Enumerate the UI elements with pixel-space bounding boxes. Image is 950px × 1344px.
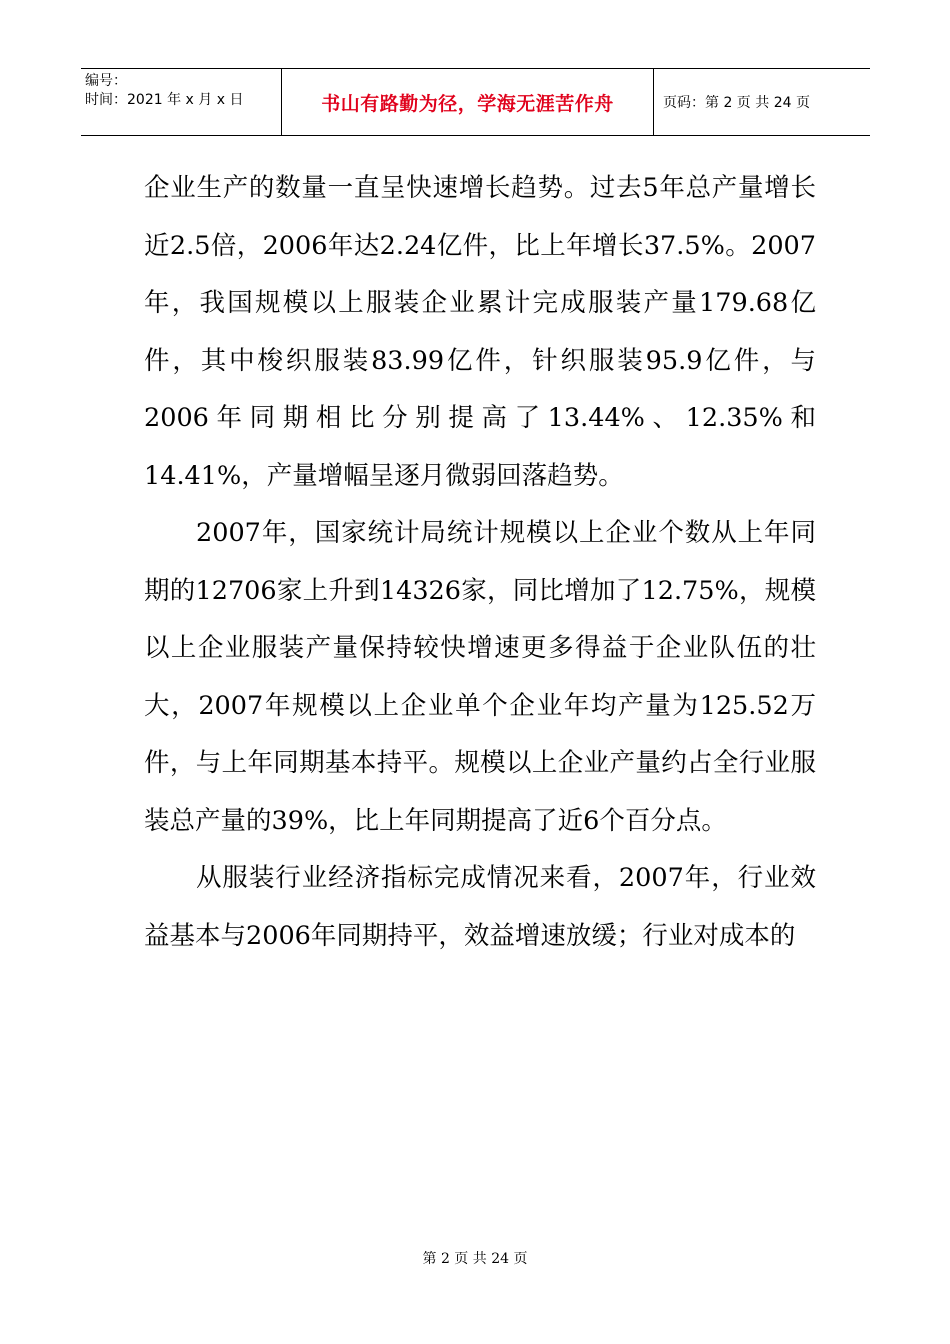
header-slogan: 书山有路勤为径，学海无涯苦作舟: [282, 69, 654, 135]
page-header: [81, 68, 870, 136]
document-time-label: 时间：2021 年 x 月 x 日: [85, 92, 244, 108]
paragraph-1: 企业生产的数量一直呈快速增长趋势。过去5年总产量增长近2.5倍，2006年达2.24亿件，比上年增长37.5%。2007年，我国规模以上服装企业累计完成服装产量179.68亿件，其中梭织服装83.99亿件，针织服装95.9亿件，与2006年同期相比分别提高了13.44%、12.35%和14.41%，产量增幅呈逐月微弱回落趋势。: [144, 173, 816, 491]
paragraph-2: 2007年，国家统计局统计规模以上企业个数从上年同期的12706家上升到14326家，同比增加了12.75%，规模以上企业服装产量保持较快增速更多得益于企业队伍的壮大，2007年规模以上企业单个企业年均产量为125.52万件，与上年同期基本持平。规模以上企业产量约占全行业服装总产量的39%，比上年同期提高了近6个百分点。: [144, 518, 816, 836]
paragraph-3: 从服装行业经济指标完成情况来看，2007年，行业效益基本与2006年同期持平，效益增速放缓；行业对成本的: [144, 863, 816, 951]
document-body: [144, 160, 816, 965]
page-footer: 第 2 页 共 24 页: [422, 1251, 528, 1267]
document-number-label: 编号：: [85, 73, 127, 89]
header-page-info: 页码：第 2 页 共 24 页: [663, 95, 810, 111]
header-meta: [81, 69, 282, 135]
